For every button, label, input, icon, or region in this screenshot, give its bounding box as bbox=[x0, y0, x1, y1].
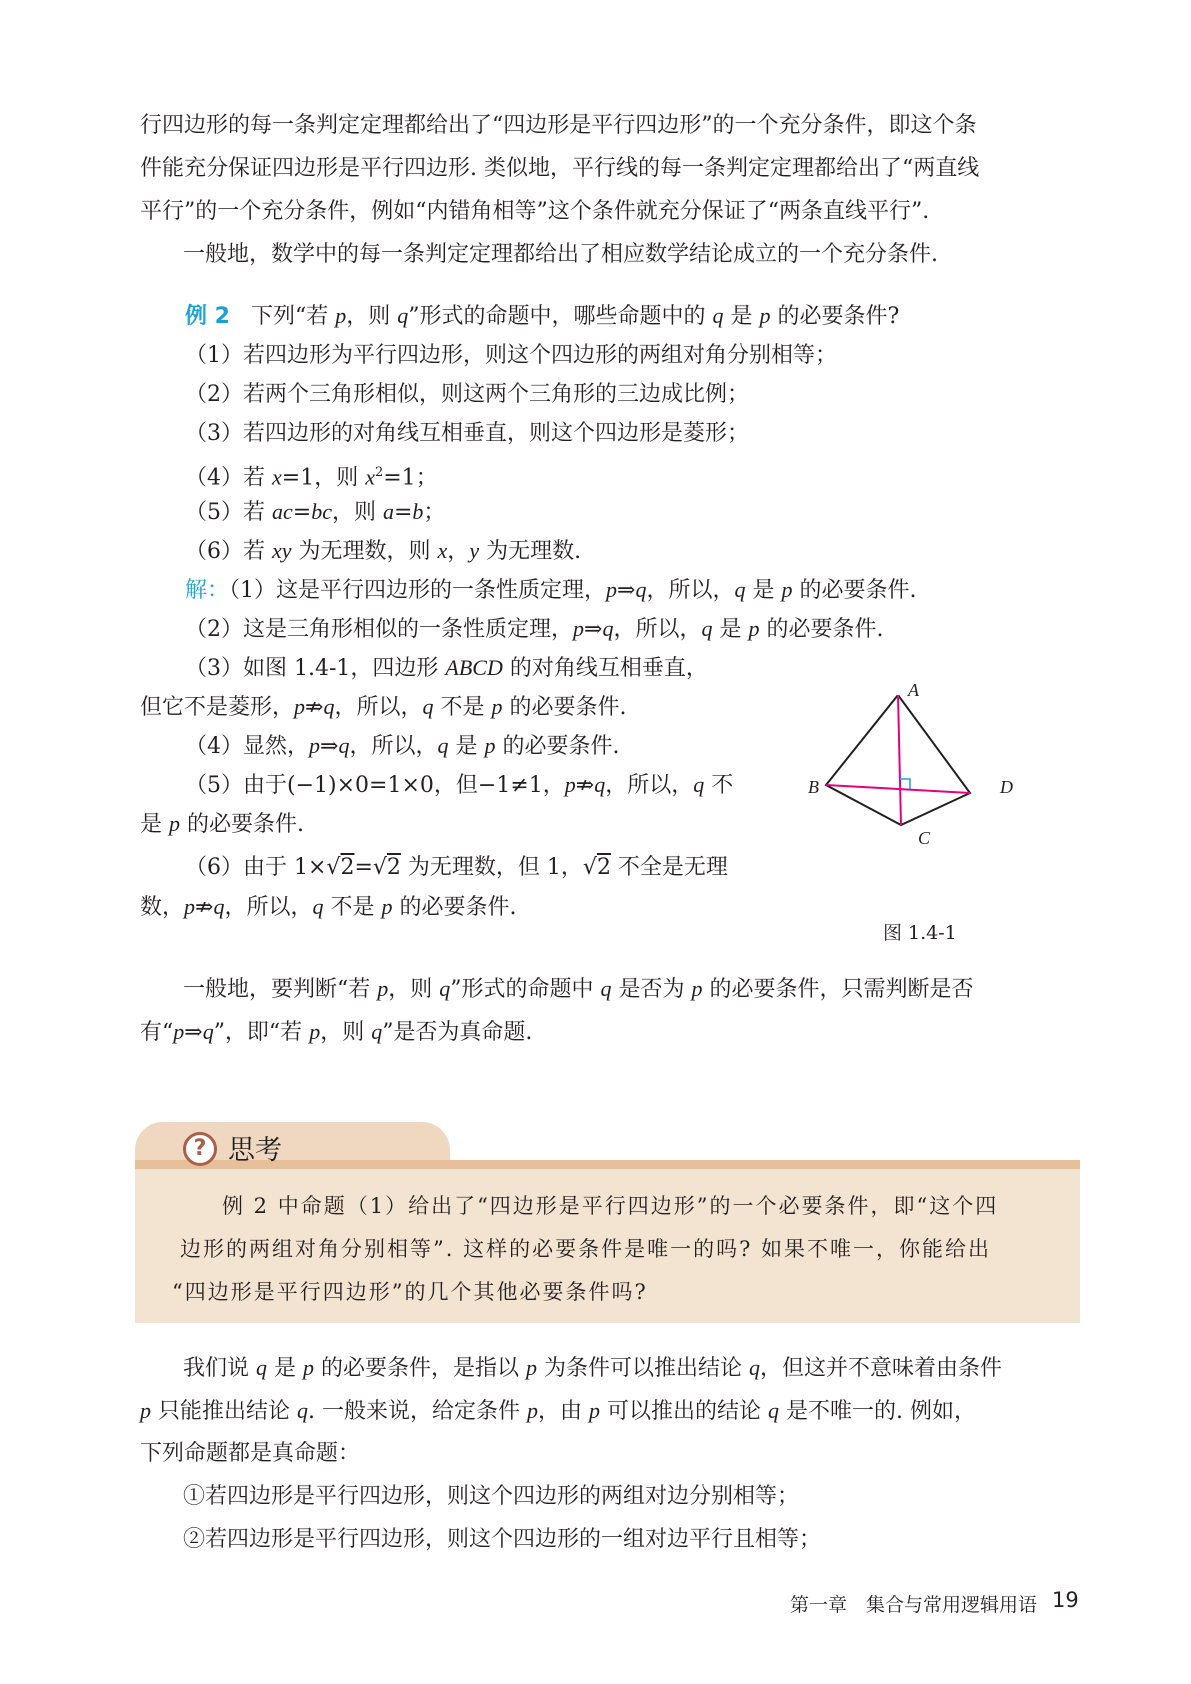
figure-caption: 图 1.4-1 bbox=[883, 922, 957, 944]
think-line: 例 2 中命题（1）给出了“四边形是平行四边形”的一个必要条件，即“这个四 bbox=[222, 1194, 999, 1218]
vertex-label: A bbox=[908, 680, 919, 700]
closing-line: p 只能推出结论 q. 一般来说，给定条件 p，由 p 可以推出的结论 q 是不唯一的. 例如， bbox=[140, 1398, 976, 1424]
intro-line: 件能充分保证四边形是平行四边形. 类似地，平行线的每一条判定定理都给出了“两直线 bbox=[140, 156, 980, 181]
example-item: （6）若 xy 为无理数，则 x，y 为无理数. bbox=[185, 538, 582, 564]
closing-line: 下列命题都是真命题： bbox=[140, 1441, 361, 1466]
solution-line: （5）由于(−1)×0=1×0，但−1≠1，p⇏q，所以，q 不 bbox=[185, 772, 734, 798]
solution-line: 但它不是菱形，p⇏q，所以，q 不是 p 的必要条件. bbox=[140, 694, 627, 720]
intro-line: 平行”的一个充分条件，例如“内错角相等”这个条件就充分保证了“两条直线平行”. bbox=[140, 199, 930, 224]
solution-line: （4）显然，p⇒q，所以，q 是 p 的必要条件. bbox=[185, 733, 620, 759]
solution-line: （2）这是三角形相似的一条性质定理，p⇒q，所以，q 是 p 的必要条件. bbox=[185, 616, 884, 642]
solution-line: （6）由于 1×√2=√2 为无理数，但 1，√2 不全是无理 bbox=[185, 855, 728, 880]
example-label: 例 2 bbox=[185, 304, 230, 329]
vertex-label: C bbox=[918, 828, 931, 848]
footer-chapter: 第一章 集合与常用逻辑用语 bbox=[790, 1594, 1038, 1616]
diagonal-bd bbox=[826, 785, 970, 793]
example-question: 例 2 下列“若 p，则 q”形式的命题中，哪些命题中的 q 是 p 的必要条件? bbox=[185, 303, 900, 329]
solution-line: 数，p⇏q，所以，q 不是 p 的必要条件. bbox=[140, 894, 517, 920]
vertex-label: D bbox=[1000, 777, 1013, 797]
solution-line: （3）如图 1.4-1，四边形 ABCD 的对角线互相垂直， bbox=[185, 655, 708, 681]
example-item: （5）若 ac=bc，则 a=b； bbox=[185, 499, 446, 525]
example-item: （3）若四边形的对角线互相垂直，则这个四边形是菱形； bbox=[185, 421, 749, 446]
think-title: 思考 bbox=[228, 1135, 282, 1166]
diagonal-ac bbox=[898, 695, 901, 825]
page-number: 19 bbox=[1052, 1588, 1079, 1612]
intro-line: 行四边形的每一条判定定理都给出了“四边形是平行四边形”的一个充分条件，即这个条 bbox=[140, 113, 977, 138]
question-icon: ? bbox=[183, 1132, 217, 1166]
example-item: （4）若 x=1，则 $x^2=1$； bbox=[185, 464, 438, 491]
example-item: （2）若两个三角形相似，则这两个三角形的三边成比例； bbox=[185, 382, 749, 407]
example-item: （1）若四边形为平行四边形，则这个四边形的两组对角分别相等； bbox=[185, 343, 837, 368]
general-line: 一般地，要判断“若 p，则 q”形式的命题中 q 是否为 p 的必要条件，只需判断是否 bbox=[183, 976, 974, 1002]
closing-line: ①若四边形是平行四边形，则这个四边形的两组对边分别相等； bbox=[183, 1484, 800, 1509]
closing-line: 我们说 q 是 p 的必要条件，是指以 p 为条件可以推出结论 q，但这并不意味着由条件 bbox=[183, 1355, 1003, 1381]
solution-label: 解： bbox=[185, 578, 230, 603]
solution-line: 是 p 的必要条件. bbox=[140, 811, 304, 837]
closing-line: ②若四边形是平行四边形，则这个四边形的一组对边平行且相等； bbox=[183, 1527, 822, 1552]
intro-line: 一般地，数学中的每一条判定定理都给出了相应数学结论成立的一个充分条件. bbox=[183, 242, 938, 267]
think-line: 边形的两组对角分别相等”. 这样的必要条件是唯一的吗? 如果不唯一，你能给出 bbox=[180, 1237, 992, 1261]
think-line: “四边形是平行四边形”的几个其他必要条件吗? bbox=[172, 1280, 648, 1304]
right-angle-mark bbox=[900, 779, 910, 789]
general-line: 有“p⇒q”，即“若 p，则 q”是否为真命题. bbox=[140, 1019, 533, 1045]
vertex-label: B bbox=[808, 777, 819, 797]
quadrilateral-figure bbox=[800, 695, 1030, 925]
solution-line: 解：（1）这是平行四边形的一条性质定理，p⇒q，所以，q 是 p 的必要条件. bbox=[185, 577, 917, 603]
